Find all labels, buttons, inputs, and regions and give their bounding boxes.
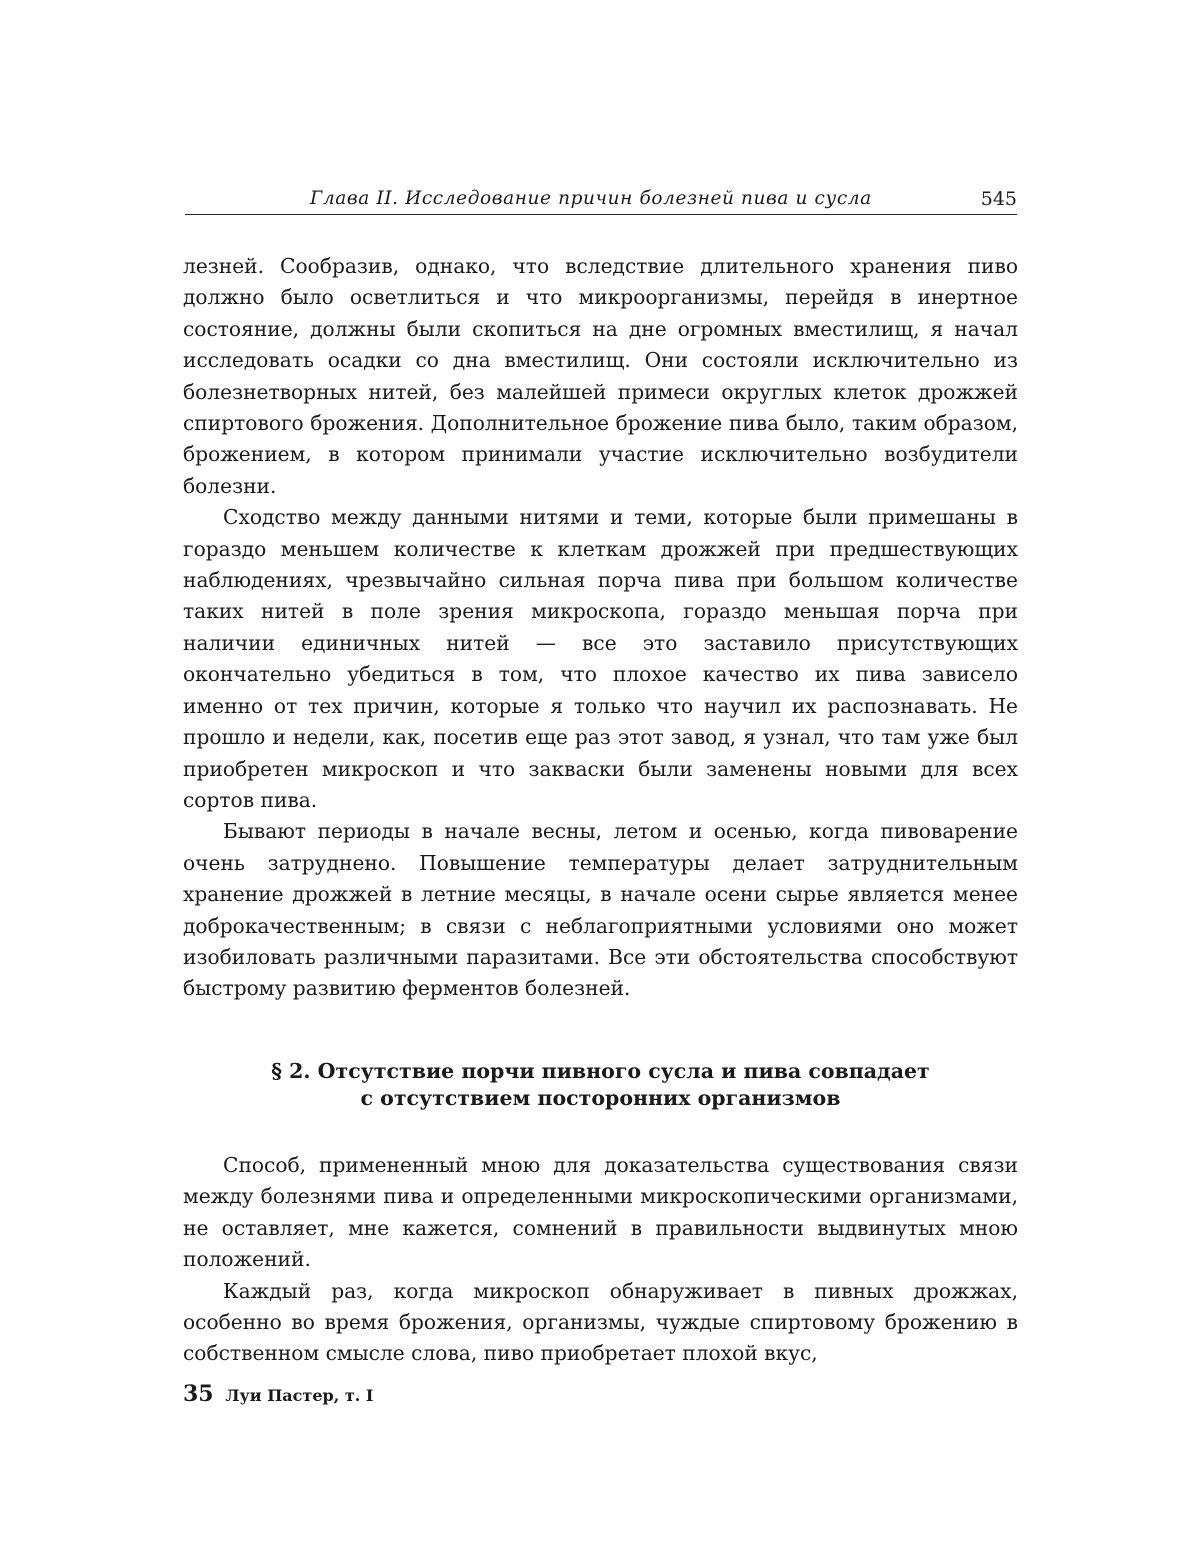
body-text-top: [183, 251, 1018, 1005]
paragraph: Сходство между данными нитями и теми, которые были примешаны в гораздо меньшем количестве к клеткам дрожжей при предшествующих наблюдениях, чрезвычайно сильная порча пива при большом количестве таких нитей в поле зрения микроскопа, гораздо меньшая порча при наличии единичных нитей — все это заставило присутствующих окончательно убедиться в том, что плохое качество их пива зависело именно от тех причин, которые я только что научил их распознавать. Не прошло и недели, как, посетив еще раз этот завод, я узнал, что там уже был приобретен микроскоп и что закваски были заменены новыми для всех сортов пива.: [183, 502, 1018, 816]
section-heading-line-2: с отсутствием посторонних организмов: [183, 1085, 1018, 1112]
running-title: Глава II. Исследование причин болезней пива и сусла: [310, 186, 872, 212]
paragraph-continued: лезней. Сообразив, однако, что вследствие длительного хранения пиво должно было осветлиться и что микроорганизмы, перейдя в инертное состояние, должны были скопиться на дне огромных вместилищ, я начал исследовать осадки со дна вместилищ. Они состояли исключительно из болезнетворных нитей, без малейшей примеси округлых клеток дрожжей спиртового брожения. Дополнительное брожение пива было, таким образом, брожением, в котором принимали участие исключительно возбудители болезни.: [183, 251, 1018, 502]
paragraph: Бывают периоды в начале весны, летом и осенью, когда пивоварение очень затруднено. Повышение температуры делает затруднительным хранение дрожжей в летние месяцы, в начале осени сырье является менее доброкачественным; в связи с неблагоприятными условиями оно может изобиловать различными паразитами. Все эти обстоятельства способствуют быстрому развитию ферментов болезней.: [183, 816, 1018, 1004]
signature-footer: [183, 1380, 373, 1410]
paragraph: Каждый раз, когда микроскоп обнаруживает в пивных дрожжах, особенно во время брожения, организмы, чуждые спиртовому брожению в собственном смысле слова, пиво приобретает плохой вкус,: [183, 1276, 1018, 1370]
paragraph: Способ, примененный мною для доказательства существования связи между болезнями пива и определенными микроскопическими организмами, не оставляет, мне кажется, сомнений в правильности выдвинутых мною положений.: [183, 1150, 1018, 1276]
signature-text: Луи Пастер, т. I: [225, 1386, 373, 1405]
running-header: [185, 186, 1017, 215]
body-text-bottom: [183, 1150, 1018, 1370]
page-number: 545: [981, 186, 1017, 212]
signature-number: 35: [183, 1381, 214, 1407]
section-heading: [183, 1058, 1018, 1112]
section-heading-line-1: § 2. Отсутствие порчи пивного сусла и пива совпадает: [183, 1058, 1018, 1085]
